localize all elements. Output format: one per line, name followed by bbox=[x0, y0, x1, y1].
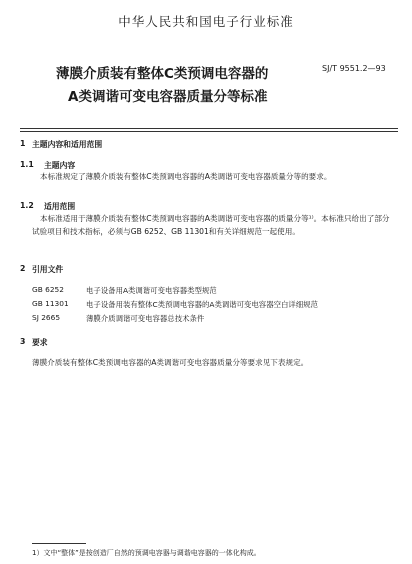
section-1-2-number: 1.2 bbox=[20, 201, 34, 210]
section-1-title: 主题内容和适用范围 bbox=[32, 140, 103, 149]
title-line-2: A类调谐可变电容器质量分等标准 bbox=[68, 89, 268, 105]
section-1-2-text: 本标准适用于薄膜介质装有整体C类预调电容器的A类调谐可变电容器的质量分等¹⁾。本标准只给出了部分试验项目和技术指标，必须与GB 6252、GB 11301和有关详细规范一起使用。 bbox=[32, 214, 390, 236]
reference-code: SJ 2665 bbox=[32, 313, 61, 322]
footnote: 1）文中“整体”是按创造厂自然的预调电容器与调谐电容器的一体化构成。 bbox=[32, 549, 261, 557]
standard-header: 中华人民共和国电子行业标准 bbox=[118, 14, 294, 29]
reference-code: GB 6252 bbox=[32, 285, 64, 294]
footnote-divider bbox=[32, 543, 86, 544]
doc-number: SJ/T 9551.2—93 bbox=[322, 64, 386, 73]
title-divider-top bbox=[20, 128, 398, 129]
section-1-number: 1 bbox=[20, 139, 26, 148]
reference-code: GB 11301 bbox=[32, 299, 69, 308]
section-3-number: 3 bbox=[20, 337, 26, 346]
title-line-1: 薄膜介质装有整体C类预调电容器的 bbox=[56, 66, 269, 82]
section-1-1-number: 1.1 bbox=[20, 160, 34, 169]
section-2-title: 引用文件 bbox=[32, 265, 64, 274]
section-1-1-text: 本标准规定了薄膜介质装有整体C类预调电容器的A类调谐可变电容器质量分等的要求。 bbox=[40, 172, 332, 181]
title-divider-bottom bbox=[20, 131, 398, 132]
section-2-number: 2 bbox=[20, 264, 26, 273]
reference-title: 电子设备用A类调谐可变电容器类型规范 bbox=[86, 286, 217, 295]
section-3-title: 要求 bbox=[32, 338, 48, 347]
reference-title: 电子设备用装有整体C类预调电容器的A类调谐可变电容器空白详细规范 bbox=[86, 300, 318, 309]
section-3-text: 薄膜介质装有整体C类预调电容器的A类调谐可变电容器质量分等要求见下表规定。 bbox=[32, 358, 309, 367]
section-1-1-title: 主题内容 bbox=[44, 161, 76, 170]
reference-title: 薄膜介质调谐可变电容器总技术条件 bbox=[86, 314, 205, 323]
section-1-2-title: 适用范围 bbox=[44, 202, 76, 211]
